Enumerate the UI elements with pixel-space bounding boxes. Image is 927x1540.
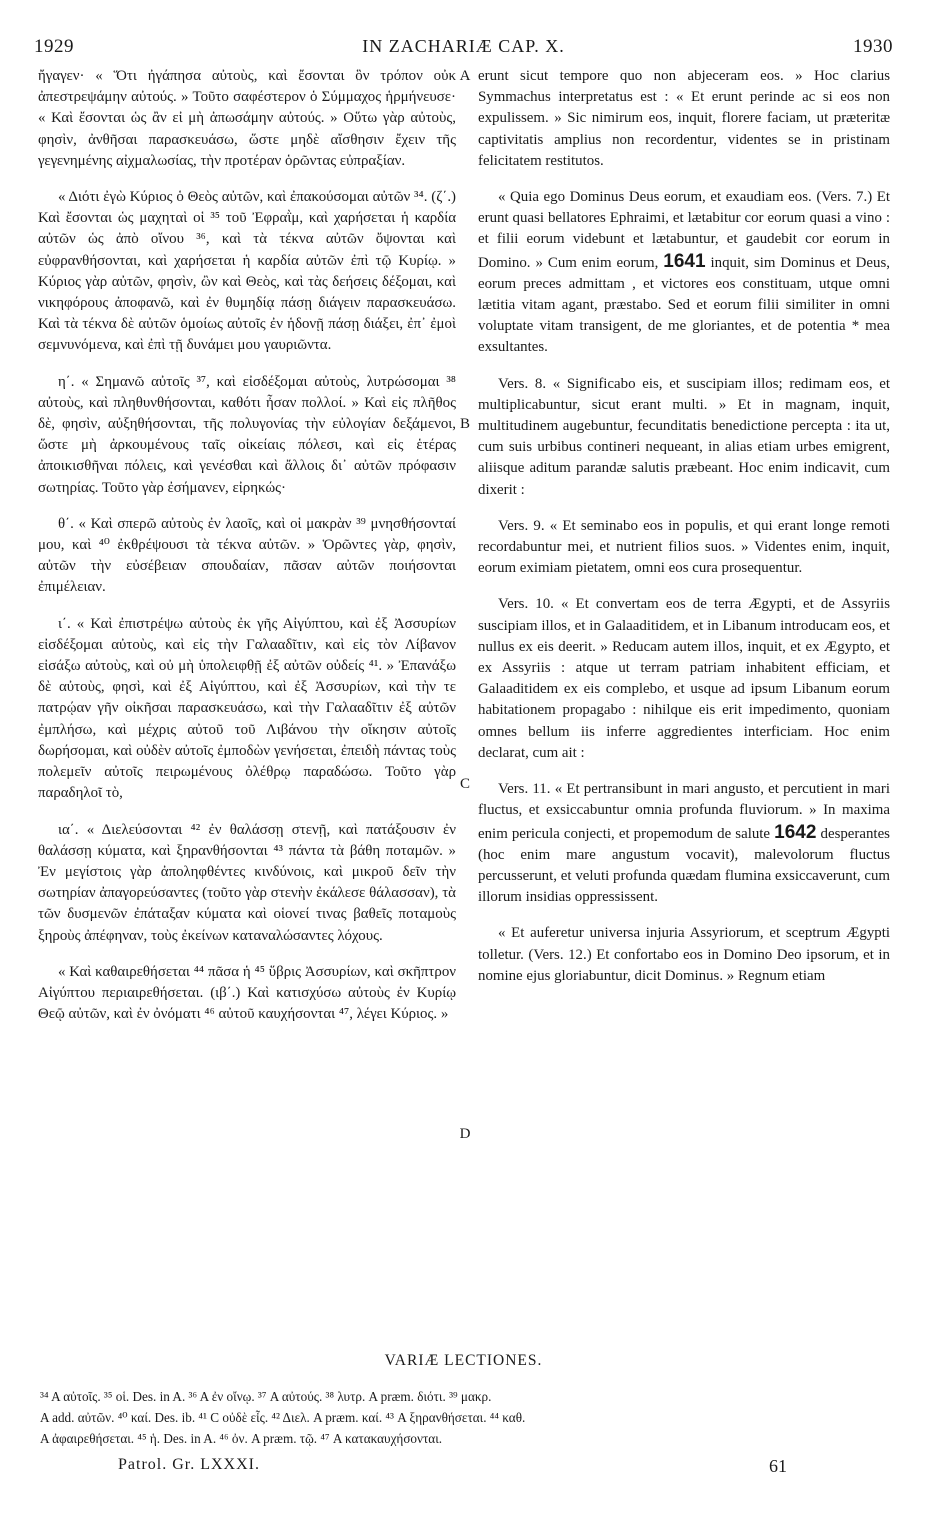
paragraph: Vers. 8. « Significabo eis, et suscipiam illos; redimam eos, et multiplicabuntur, sicut erant multi. » Et in magnam, inquit, multitudinem augebuntur, fecunditatis benedictione percepta : ita ut, cum suis urbibus contineri nequeant, in alias etiam urbes emigrent, aliisque aditum parandæ salutis præbeant. Hoc enim indicavit, cum dixerit :	[478, 375, 890, 498]
paragraph	[478, 187, 890, 359]
paragraph-text: « Quia ego Dominus Deus eorum, et exaudiam eos. (Vers. 7.) Et erunt quasi bellatores Ephraimi, et lætabitur cor eorum quasi a vino : et filii eorum videbunt et lætabuntur, et gaudebit cor eorum in Domino. » Cum enim eorum,	[478, 189, 890, 271]
margin-letter: C	[459, 776, 470, 792]
paragraph	[478, 779, 890, 908]
paragraph: « Et auferetur universa injuria Assyriorum, et sceptrum Ægypti tolletur. (Vers. 12.) Et confortabo eos in Domino Deo ipsorum, et in nomine ejus gloriabuntur, dicit Dominus. » Regnum etiam	[478, 925, 890, 984]
paragraph: ια΄. « Διελεύσονται ⁴² ἐν θαλάσσῃ στενῇ, καὶ πατάξουσιν ἐν θαλάσσῃ κύματα, καὶ ξηρανθήσονται ⁴³ πάντα τὰ βάθη ποταμῶν. » Ἐν μεγίστοις γὰρ ἀποληφθέντες κινδύνοις, καὶ μικροῦ δεῖν τὴν σωτηρίαν ἀπαγορεύσαντες (τοῦτο γὰρ στενὴν ἐκάλεσε θάλασσαν), τὰ τῶν δυσμενῶν ἐπάταξαν κύματα καὶ οἱονεί τινας βαθεῖς ποταμοὺς ξηροὺς ἀπέφηναν, τοὺς ἐκείνων καταναλώσαντες λόχους.	[38, 821, 456, 944]
running-header	[34, 36, 893, 58]
margin-letter: A	[459, 68, 471, 84]
variant-line: ³⁴ A αὐτοῖς. ³⁵ οἱ. Des. in A. ³⁶ A ἐν οἴνῳ. ³⁷ A αὐτούς. ³⁸ λυτρ. A præm. διότι. ³⁹ μακρ.	[40, 1389, 492, 1404]
paragraph: ἤγαγεν· « Ὅτι ἠγάπησα αὐτοὺς, καὶ ἔσονται ὃν τρόπον οὐκ ἀπεστρεψάμην αὐτούς. » Τοῦτο σαφέστερον ὁ Σύμμαχος ἡρμήνευσε· « Καὶ ἔσονται ὡς ἂν εἰ μὴ ἀπωσάμην αὐτούς. » Οὕτω γὰρ αὐτοὺς, φησὶν, ἀνθῆσαι παρασκευάσω, ὥστε μηδὲ αἴσθησιν ἔχειν τῆς γεγενημένης αἰχμαλωσίας, τὴν προτέραν ὁρῶντας εὐπραξίαν.	[38, 68, 456, 169]
variant-line: A ἀφαιρεθήσεται. ⁴⁵ ἡ. Des. in A. ⁴⁶ ὀν. A præm. τῷ. ⁴⁷ A κατακαυχήσονται.	[40, 1431, 443, 1446]
margin-letter: D	[459, 1126, 471, 1142]
margin-letter: B	[459, 416, 470, 432]
variant-line: A add. αὐτῶν. ⁴⁰ καί. Des. ib. ⁴¹ C οὐδὲ εἷς. ⁴² Διελ. A præm. καί. ⁴³ A ξηρανθήσεται. ⁴⁴ καθ.	[40, 1410, 526, 1425]
paragraph-text: Vers. 11. « Et pertransibunt in mari angusto, et percutient in mari fluctus, et exsiccabuntur omnia profunda fluviorum. » In maxima enim pericula conjecti, et propemodum de salute	[478, 781, 890, 842]
paragraph: η΄. « Σημανῶ αὐτοῖς ³⁷, καὶ εἰσδέξομαι αὐτοὺς, λυτρώσομαι ³⁸ αὐτοὺς, καὶ πληθυνθήσονται, καθότι ἦσαν πολλοί. » Καὶ εἰς πλῆθος δὲ, φησὶν, αὐξηθήσονται, τῆς πολυγονίας τὴν εὐλογίαν δεξάμενοι, ὥστε μὴ ἀρκουμένους ταῖς οἰκείαις πόλεσι, καὶ εἰς ἑτέρας ἀποικισθῆναι πόλεις, καὶ γενέσθαι καὶ ἄλλοις δι᾽ αὐτῶν πρόφασιν σωτηρίας. Τοῦτο γὰρ ἐσήμανεν, εἰρηκώς·	[38, 373, 456, 496]
paragraph: Vers. 9. « Et seminabo eos in populis, et qui erant longe remoti recordabuntur mei, et nutrient filios suos. » Videntes enim, inquit, eorum eximiam pietatem, omni eos cura prosequentur.	[478, 517, 890, 577]
greek-column	[38, 66, 456, 1040]
variae-lectiones-title: VARIÆ LECTIONES.	[384, 1352, 543, 1369]
paragraph-text: inquit, sim Dominus et Deus, eorum preces admittam , et victores eos constituam, utque omni lætitia vitam agant, præstabo. Sed et eorum filii similiter in omni voluptate vitam transigent, de me gloriantes, et de potentia * mea exsultantes.	[478, 254, 890, 356]
paragraph: « Διότι ἐγὼ Κύριος ὁ Θεὸς αὐτῶν, καὶ ἐπακούσομαι αὐτῶν ³⁴. (ζ΄.) Καὶ ἔσονται ὡς μαχηταὶ οἱ ³⁵ τοῦ Ἐφραῒμ, καὶ χαρήσεται ἡ καρδία αὐτῶν ὡς ἀπὸ οἴνου ³⁶, καὶ τὰ τέκνα αὐτῶν ὄψονται καὶ εὐφρανθήσονται, καὶ χαρήσεται ἡ καρδία αὐτῶν ἐπὶ τῷ Κυρίῳ. » Κύριος γὰρ αὐτῶν, φησὶν, ὢν καὶ Θεὸς, καὶ τὰς δεήσεις δέξομαι, καὶ νικηφόρους ἀποφανῶ, καὶ ἐν θυμηδίᾳ πάσῃ διάγειν παρασκευάσω. Καὶ τὰ τέκνα δὲ αὐτῶν ὁμοίως αὐτοῖς ἐν ἡδονῇ πάσῃ διάξει, ἐπ᾽ ἐμοὶ σεμνυνόμενα, καὶ ἐπὶ τῇ δυνάμει μου γαυριῶντα.	[38, 189, 456, 354]
paragraph-text: desperantes (hoc enim mare angustum vocavit), malevolorum fluctus percusserunt, et veluti profunda quædam flumina exsiccaverunt, cum illorum insidias oppressissent.	[478, 825, 890, 906]
variae-lectiones	[40, 1386, 890, 1449]
paragraph: erunt sicut tempore quo non abjeceram eos. » Hoc clarius Symmachus interpretatus est : « Et erunt perinde ac si eos non expulissem. » Sic nimirum eos, inquit, florere faciam, ut præteritæ captivitatis amplius non recordentur, videntes se in pristinam felicitatem restitutos.	[478, 68, 890, 169]
page-number-right: 1930	[853, 36, 893, 57]
paragraph: Vers. 10. « Et convertam eos de terra Ægypti, et de Assyriis suscipiam illos, et in Galaaditidem, et in Libanum introducam eos, et nullus ex eis deerit. » Reducam autem illos, inquit, et ex Ægypto, et ex Assyriis : atque ut terram patriam inhabitent efficiam, et Galaaditidem ex eis complebo, et usque ad ipsum Libanum eorum habitationem propagabo : nihilque eis erit impedimento, quoniam omnes bellum iis inferre aggredientes interficiam. Hoc enim declarat, cum ait :	[478, 596, 890, 761]
paragraph: ι΄. « Καὶ ἐπιστρέψω αὐτοὺς ἐκ γῆς Αἰγύπτου, καὶ ἐξ Ἀσσυρίων εἰσδέξομαι αὐτοὺς, καὶ εἰς τὴν Γαλααδῖτιν, καὶ εἰς τὸν Λίβανον εἰσάξω αὐτοὺς, καὶ οὐ μὴ ὑπολειφθῇ ἐξ αὐτῶν οὐδείς ⁴¹. » Ἐπανάξω δὲ αὐτοὺς, φησὶ, καὶ ἐξ Αἰγύπτου, καὶ ἐξ Ἀσσυρίων, καὶ τὴν τε πατρῴαν γῆν οἰκῆσαι παρασκευάσω, καὶ τὴν Γαλααδῖτιν ἐξ αὐτῶν ἐμπλήσω, καὶ μέχρις αὐτοῦ τοῦ Λιβάνου τὴν οἴκησιν αὐτοῖς δωρήσομαι, καὶ οὐδὲν αὐτοῖς ἐμποδὼν γενήσεται, ἐπειδὴ πάντας τοὺς πολεμεῖν αὐτοῖς πειρωμένους ὀλέθρῳ παραδώσω. Τοῦτο γὰρ παραδηλοῖ τὸ,	[38, 615, 456, 802]
migne-column-number: 1642	[774, 821, 817, 843]
migne-column-number: 1641	[663, 250, 706, 272]
paragraph: θ΄. « Καὶ σπερῶ αὐτοὺς ἐν λαοῖς, καὶ οἱ μακρὰν ³⁹ μνησθήσονταί μου, καὶ ⁴⁰ ἐκθρέψουσι τὰ τέκνα αὐτῶν. » Ὁρῶντες γὰρ, φησὶν, αὐτῶν τὴν εὐσέβειαν σπουδαίαν, πᾶσαν αὐτῶν ποιήσονται ἐπιμέλειαν.	[38, 515, 456, 596]
latin-column	[478, 66, 890, 1002]
page-footer	[118, 1456, 787, 1478]
paragraph: « Καὶ καθαιρεθήσεται ⁴⁴ πᾶσα ἡ ⁴⁵ ὕβρις Ἀσσυρίων, καὶ σκῆπτρον Αἰγύπτου περιαιρεθήσεται. (ιβ΄.) Καὶ κατισχύσω αὐτοὺς ἐν Κυρίῳ Θεῷ αὐτῶν, καὶ ἐν ὀνόματι ⁴⁶ αὐτοῦ καυχήσονται ⁴⁷, λέγει Κύριος. »	[38, 963, 456, 1023]
page-number-left: 1929	[34, 36, 74, 57]
series-signature: Patrol. Gr. LXXXI.	[118, 1456, 260, 1473]
signature-number: 61	[769, 1456, 787, 1476]
running-title: IN ZACHARIÆ CAP. X.	[362, 36, 565, 56]
